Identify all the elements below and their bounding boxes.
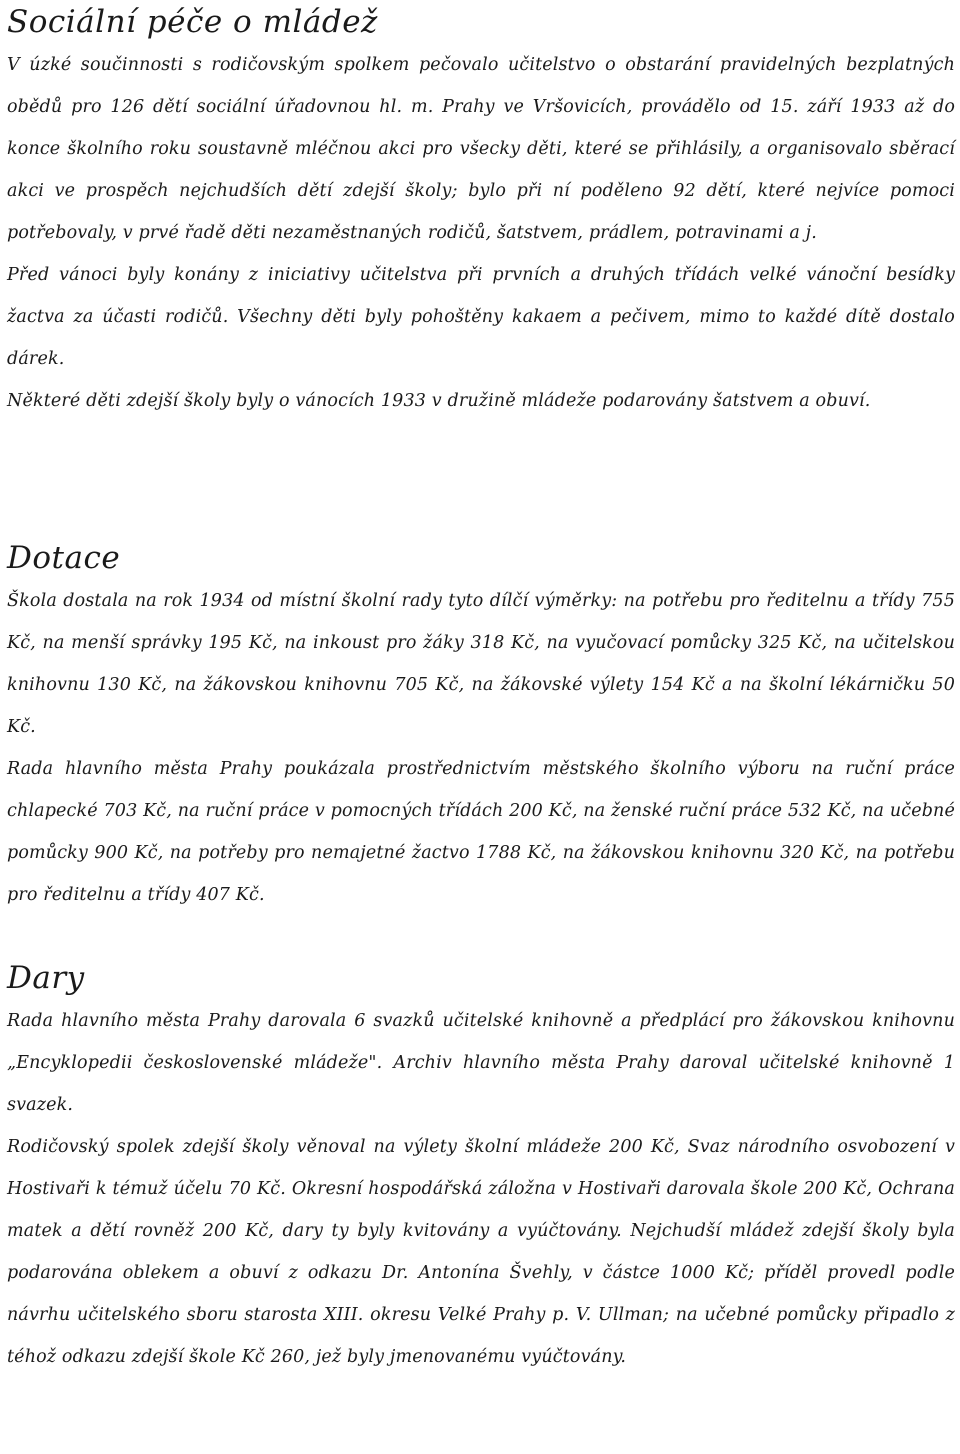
section-title: Dary <box>7 960 85 996</box>
section-title: Sociální péče o mládež <box>7 4 378 40</box>
section-grants <box>7 536 955 916</box>
paragraph: Škola dostala na rok 1934 od místní školní rady tyto dílčí výměrky: na potřebu pro ředitelnu a třídy 755 Kč, na menší správky 195 Kč, na inkoust pro žáky 318 Kč, na vyučovací pomůcky 325 Kč, na učitelskou knihovnu 130 Kč, na žákovskou knihovnu 705 Kč, na žákovské výlety 154 Kč a na školní lékárničku 50 Kč. <box>7 591 955 737</box>
paragraph: Před vánoci byly konány z iniciativy učitelstva při prvních a druhých třídách velké vánoční besídky žactva za účasti rodičů. Všechny děti byly pohoštěny kakaem a pečivem, mimo to každé dítě dostalo dárek. <box>7 265 955 369</box>
paragraph: Rada hlavního města Prahy poukázala prostřednictvím městského školního výboru na ruční práce chlapecké 703 Kč, na ruční práce v pomocných třídách 200 Kč, na ženské ruční práce 532 Kč, na učebné pomůcky 900 Kč, na potřeby pro nemajetné žactvo 1788 Kč, na žákovskou knihovnu 320 Kč, na potřebu pro ředitelnu a třídy 407 Kč. <box>7 759 955 905</box>
section-social-care <box>7 0 955 422</box>
paragraph: Rada hlavního města Prahy darovala 6 svazků učitelské knihovně a předplácí pro žákovskou knihovnu „Encyklopedii československé mládeže". Archiv hlavního města Prahy daroval učitelské knihovně 1 svazek. <box>7 1011 955 1115</box>
paragraph: Některé děti zdejší školy byly o vánocích 1933 v družině mládeže podarovány šatstvem a obuví. <box>7 391 871 411</box>
section-title: Dotace <box>7 540 121 576</box>
paragraph: V úzké součinnosti s rodičovským spolkem pečovalo učitelstvo o obstarání pravidelných bezplatných obědů pro 126 dětí sociální úřadovnou hl. m. Prahy ve Vršovicích, provádělo od 15. září 1933 až do konce školního roku soustavně mléčnou akci pro všecky děti, které se přihlásily, a organisovalo sběrací akci ve prospěch nejchudších dětí zdejší školy; bylo při ní poděleno 92 dětí, které nejvíce pomoci potřebovaly, v prvé řadě děti nezaměstnaných rodičů, šatstvem, prádlem, potravinami a j. <box>7 55 955 243</box>
paragraph: Rodičovský spolek zdejší školy věnoval na výlety školní mládeže 200 Kč, Svaz národního osvobození v Hostivaři k témuž účelu 70 Kč. Okresní hospodářská záložna v Hostivaři darovala škole 200 Kč, Ochrana matek a dětí rovněž 200 Kč, dary ty byly kvitovány a vyúčtovány. Nejchudší mládež zdejší školy byla podarována oblekem a obuví z odkazu Dr. Antonína Švehly, v částce 1000 Kč; příděl provedl podle návrhu učitelského sboru starosta XIII. okresu Velké Prahy p. V. Ullman; na učebné pomůcky připadlo z téhož odkazu zdejší škole Kč 260, jež byly jmenovanému vyúčtovány. <box>7 1137 955 1367</box>
section-gifts <box>7 956 955 1378</box>
